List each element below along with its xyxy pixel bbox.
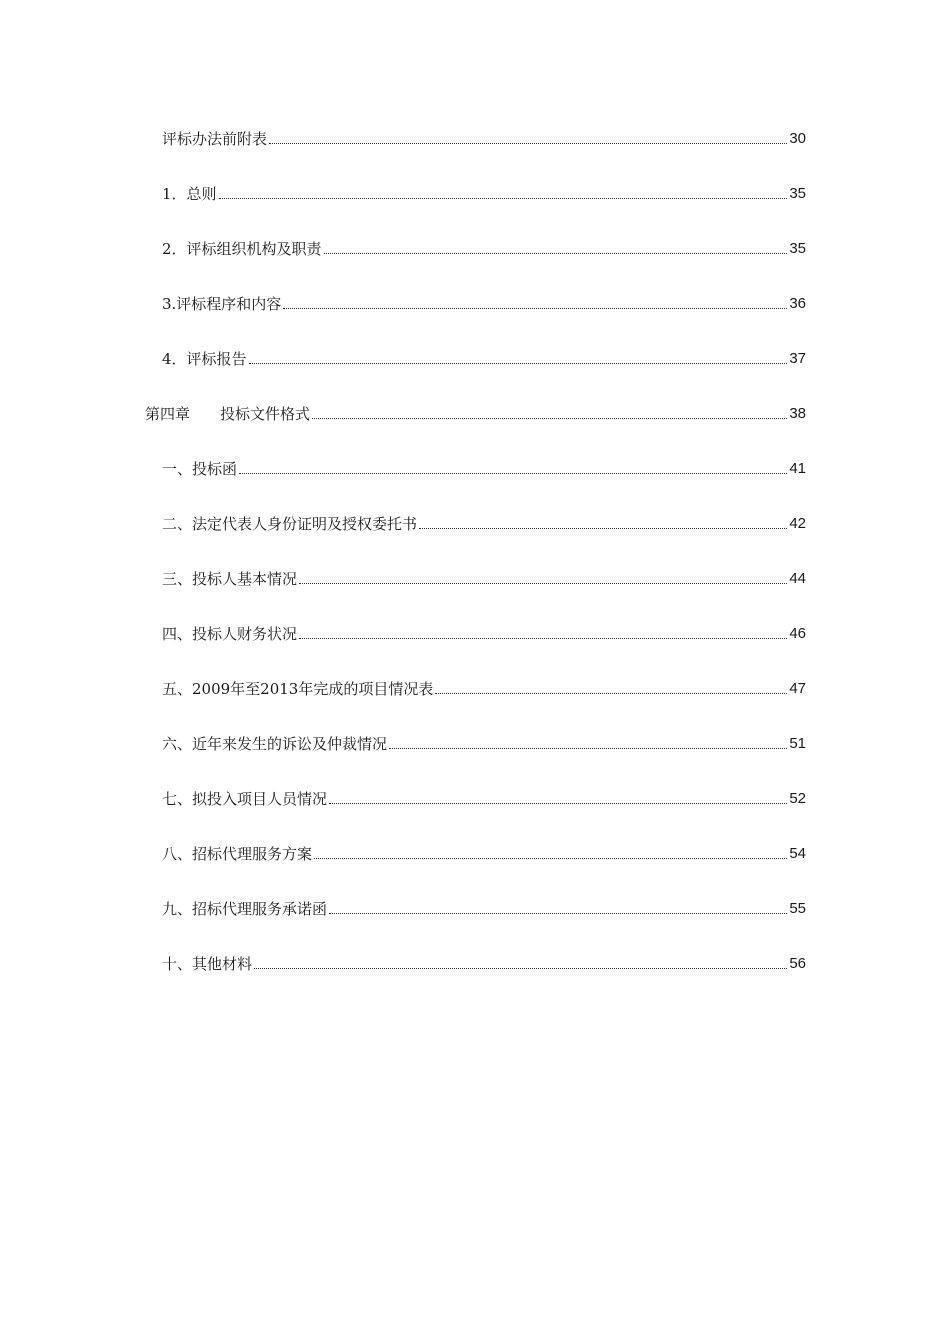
toc-entry-page: 37	[789, 350, 806, 367]
toc-dot-leader	[329, 803, 787, 804]
toc-entry-page: 54	[789, 845, 806, 862]
toc-entry-title: 评标办法前附表	[162, 130, 268, 148]
toc-chapter-entry[interactable]	[145, 400, 806, 424]
toc-entry[interactable]	[162, 895, 806, 919]
toc-entry-title: 一、投标函	[162, 460, 238, 478]
toc-dot-leader	[314, 858, 787, 859]
toc-dot-leader	[389, 748, 787, 749]
toc-dot-leader	[299, 583, 787, 584]
toc-entry-title: 2．评标组织机构及职责	[162, 240, 322, 258]
toc-entry[interactable]	[162, 730, 806, 754]
toc-entry-page: 47	[789, 680, 806, 697]
toc-dot-leader	[299, 638, 787, 639]
toc-entry-title: 3.评标程序和内容	[162, 295, 282, 313]
toc-dot-leader	[254, 968, 787, 969]
toc-entry-page: 46	[789, 625, 806, 642]
toc-entry[interactable]	[162, 785, 806, 809]
toc-entry-title: 三、投标人基本情况	[162, 570, 298, 588]
toc-entry-title: 四、投标人财务状况	[162, 625, 298, 643]
toc-entry[interactable]	[162, 345, 806, 369]
toc-entry-title: 1．总则	[162, 185, 217, 203]
toc-entry-title: 二、法定代表人身份证明及授权委托书	[162, 515, 418, 533]
toc-entry[interactable]	[162, 455, 806, 479]
toc-entry-page: 41	[789, 460, 806, 477]
toc-dot-leader	[435, 693, 787, 694]
toc-entry-title: 八、招标代理服务方案	[162, 845, 313, 863]
toc-entry[interactable]	[162, 235, 806, 259]
toc-entry-page: 36	[789, 295, 806, 312]
toc-entry-page: 56	[789, 955, 806, 972]
toc-dot-leader	[419, 528, 787, 529]
toc-entry-page: 42	[789, 515, 806, 532]
toc-dot-leader	[312, 418, 787, 419]
toc-entry-page: 52	[789, 790, 806, 807]
toc-dot-leader	[324, 253, 788, 254]
toc-dot-leader	[269, 143, 787, 144]
toc-entry[interactable]	[162, 125, 806, 149]
toc-dot-leader	[329, 913, 787, 914]
toc-entry-title: 七、拟投入项目人员情况	[162, 790, 328, 808]
toc-entry[interactable]	[162, 840, 806, 864]
toc-entry-page: 30	[789, 130, 806, 147]
toc-entry[interactable]	[162, 290, 806, 314]
toc-dot-leader	[249, 363, 788, 364]
toc-entry-title: 4．评标报告	[162, 350, 247, 368]
toc-entry[interactable]	[162, 950, 806, 974]
toc-entry-page: 51	[789, 735, 806, 752]
toc-entry[interactable]	[162, 675, 806, 699]
toc-entry-title: 六、近年来发生的诉讼及仲裁情况	[162, 735, 388, 753]
toc-entry-title: 五、2009年至2013年完成的项目情况表	[162, 680, 434, 698]
toc-entry-page: 55	[789, 900, 806, 917]
toc-entry-title: 十、其他材料	[162, 955, 253, 973]
toc-entry-title: 第四章 投标文件格式	[145, 405, 311, 423]
toc-entry[interactable]	[162, 565, 806, 589]
toc-entry-page: 44	[789, 570, 806, 587]
toc-entry-page: 38	[789, 405, 806, 422]
toc-dot-leader	[219, 198, 788, 199]
toc-entry-page: 35	[789, 185, 806, 202]
toc-dot-leader	[283, 308, 787, 309]
toc-entry-page: 35	[789, 240, 806, 257]
toc-dot-leader	[239, 473, 787, 474]
toc-entry[interactable]	[162, 180, 806, 204]
toc-entry[interactable]	[162, 510, 806, 534]
toc-entry[interactable]	[162, 620, 806, 644]
toc-entry-title: 九、招标代理服务承诺函	[162, 900, 328, 918]
